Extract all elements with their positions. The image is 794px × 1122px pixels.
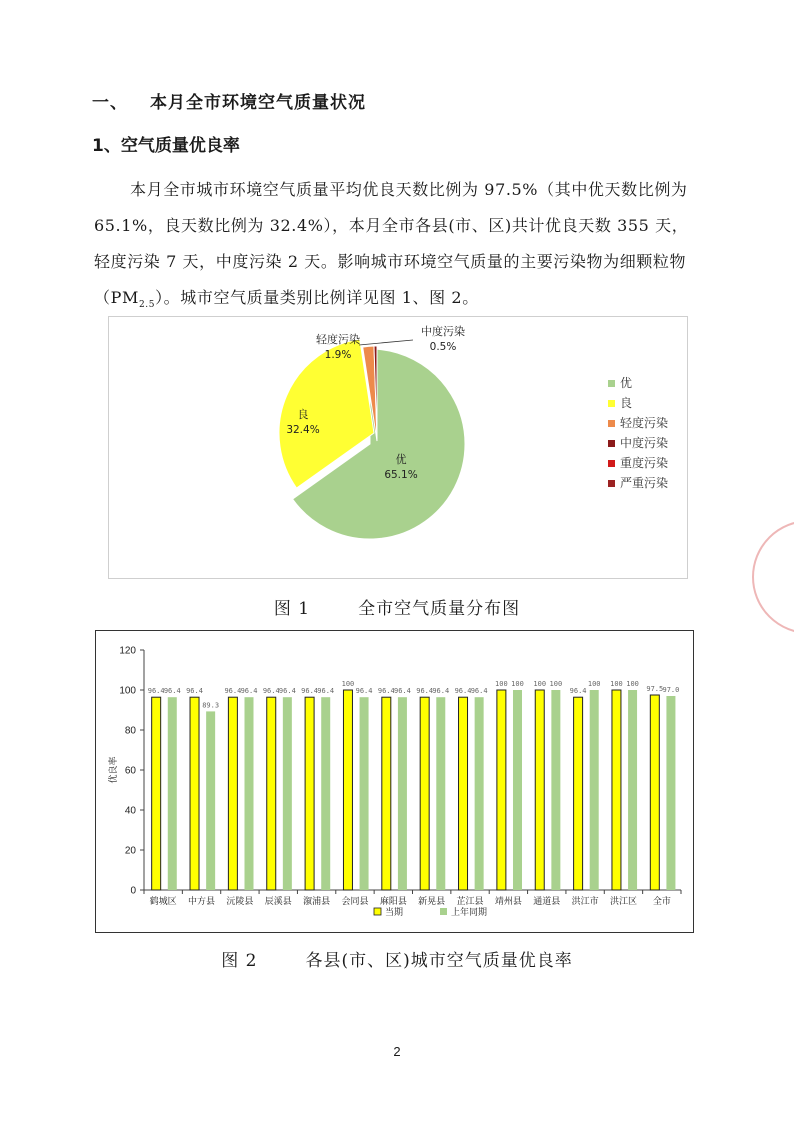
x-category-label-4: 溆浦县	[303, 897, 331, 907]
bar-current-label-3: 96.4	[262, 687, 280, 696]
bar-lastyear-5	[360, 697, 369, 890]
figure1-caption	[0, 594, 794, 619]
y-tick-label: 0	[130, 885, 136, 897]
bar-lastyear-label-8: 96.4	[470, 687, 488, 696]
bar-chart	[96, 631, 693, 932]
bar-current-12	[612, 690, 621, 890]
bar-current-2	[228, 697, 237, 890]
bar-lastyear-label-7: 96.4	[432, 687, 450, 696]
pie-label-value-2: 1.9%	[324, 349, 352, 361]
pie-label-name-1: 良	[297, 408, 309, 421]
bar-legend-label-0: 当期	[385, 908, 404, 918]
bar-lastyear-7	[436, 697, 445, 890]
bar-current-label-4: 96.4	[301, 687, 319, 696]
bar-current-7	[420, 697, 429, 890]
bar-lastyear-label-6: 96.4	[393, 687, 411, 696]
bar-lastyear-9	[513, 690, 522, 890]
section-title: 本月全市环境空气质量状况	[150, 93, 366, 113]
bar-lastyear-4	[321, 697, 330, 890]
figure2-title: 各县(市、区)城市空气质量优良率	[305, 951, 573, 971]
body-paragraph	[94, 172, 694, 323]
section-heading	[92, 88, 366, 113]
bar-current-label-6: 96.4	[377, 687, 395, 696]
y-tick-label: 120	[119, 645, 136, 657]
bar-current-5	[343, 690, 352, 890]
pie-label-value-3: 0.5%	[429, 341, 457, 353]
bar-current-13	[650, 695, 659, 890]
bar-lastyear-label-12: 100	[626, 680, 639, 688]
y-tick-label: 60	[124, 765, 136, 777]
pie-chart	[109, 317, 687, 578]
bar-lastyear-12	[628, 690, 637, 890]
y-tick-label: 20	[124, 845, 136, 857]
figure1-number: 图 1	[273, 599, 311, 619]
bar-lastyear-1	[206, 711, 215, 890]
pie-legend-label-3: 中度污染	[620, 436, 669, 450]
bar-current-label-9: 100	[495, 680, 508, 688]
bar-chart-frame	[95, 630, 694, 933]
pie-label-name-3: 中度污染	[421, 325, 465, 338]
x-category-label-7: 新晃县	[418, 897, 446, 907]
pie-legend-label-4: 重度污染	[620, 456, 669, 470]
bar-current-3	[267, 697, 276, 890]
x-category-label-8: 芷江县	[456, 897, 484, 907]
bar-current-label-10: 100	[533, 680, 547, 688]
bar-lastyear-3	[283, 697, 292, 890]
bar-current-label-1: 96.4	[186, 687, 203, 696]
bar-lastyear-label-10: 100	[549, 680, 563, 688]
x-category-label-11: 洪江市	[571, 897, 599, 907]
bar-current-label-13: 97.5	[646, 685, 664, 693]
bar-lastyear-6	[398, 697, 407, 890]
bar-lastyear-label-2: 96.4	[240, 687, 258, 696]
bar-current-label-8: 96.4	[454, 687, 472, 696]
bar-current-9	[497, 690, 506, 890]
bar-lastyear-13	[666, 696, 675, 890]
pie-legend-swatch-5	[608, 480, 615, 487]
bar-current-8	[459, 697, 468, 890]
x-category-label-13: 全市	[652, 897, 671, 907]
bar-lastyear-label-9: 100	[511, 680, 524, 688]
bar-legend-swatch-0	[374, 908, 381, 915]
bar-current-6	[382, 697, 391, 890]
x-category-label-6: 麻阳县	[379, 897, 407, 907]
subsection-heading: 1、空气质量优良率	[92, 136, 240, 156]
bar-lastyear-0	[168, 697, 177, 890]
bar-lastyear-label-11: 100	[587, 680, 601, 688]
y-axis-label: 优良率	[109, 756, 119, 784]
y-tick-label: 80	[124, 725, 136, 737]
pie-chart-frame	[108, 316, 688, 579]
pie-legend-swatch-2	[608, 420, 615, 427]
bar-current-label-5: 100	[341, 680, 355, 688]
bar-lastyear-label-3: 96.4	[278, 687, 296, 696]
bar-current-0	[152, 697, 161, 890]
pie-label-name-0: 优	[395, 453, 407, 466]
bar-current-11	[574, 697, 583, 890]
figure1-title: 全市空气质量分布图	[358, 599, 521, 619]
pie-legend-swatch-0	[608, 380, 615, 387]
pie-label-value-1: 32.4%	[286, 424, 320, 436]
pie-leader-line	[359, 340, 413, 345]
pie-label-value-0: 65.1%	[384, 469, 418, 481]
x-category-label-9: 靖州县	[494, 897, 522, 907]
pie-legend-swatch-3	[608, 440, 615, 447]
bar-current-4	[305, 697, 314, 890]
bar-lastyear-label-0: 96.4	[163, 687, 181, 696]
bar-current-label-11: 96.4	[569, 687, 587, 696]
bar-lastyear-label-13: 97.0	[662, 686, 680, 694]
bar-current-10	[535, 690, 544, 890]
page-number: 2	[393, 1044, 401, 1059]
pie-legend-label-2: 轻度污染	[620, 416, 669, 430]
bar-lastyear-label-1: 89.3	[202, 701, 220, 710]
bar-lastyear-2	[244, 697, 253, 890]
bar-lastyear-10	[551, 690, 560, 890]
pie-legend-swatch-4	[608, 460, 615, 467]
bar-legend-label-1: 上年同期	[451, 908, 488, 918]
pie-label-name-2: 轻度污染	[316, 333, 360, 346]
pie-legend-label-0: 优	[620, 376, 633, 390]
pie-legend-swatch-1	[608, 400, 615, 407]
x-category-label-5: 会同县	[341, 897, 369, 907]
bar-lastyear-label-4: 96.4	[317, 687, 335, 696]
bar-lastyear-8	[475, 697, 484, 890]
bar-current-1	[190, 697, 199, 890]
figure2-caption	[0, 946, 794, 971]
figure2-number: 图 2	[221, 951, 258, 971]
x-category-label-2: 沅陵县	[226, 897, 254, 907]
paragraph-tail: ）。城市空气质量类别比例详见图 1、图 2。	[155, 288, 479, 307]
bar-legend-swatch-1	[440, 908, 447, 915]
x-category-label-10: 通道县	[533, 897, 561, 907]
bar-current-label-2: 96.4	[224, 687, 242, 696]
y-tick-label: 40	[124, 805, 136, 817]
paragraph-text: 本月全市城市环境空气质量平均优良天数比例为 97.5%（其中优天数比例为 65.1%，良天数比例为 32.4%），本月全市各县(市、区)共计优良天数 355 天，轻度污染 7 天，中度污染 2 天。影响城市环境空气质量的主要污染物为细颗粒物（PM	[94, 180, 689, 307]
x-category-label-3: 辰溪县	[264, 897, 292, 907]
bar-current-label-12: 100	[610, 680, 623, 688]
pie-legend-label-5: 严重污染	[620, 476, 669, 490]
x-category-label-12: 洪江区	[609, 897, 637, 907]
pm-subscript: 2.5	[138, 300, 156, 311]
pie-legend-label-1: 良	[620, 396, 633, 410]
section-number: 一、	[92, 93, 128, 113]
bar-current-label-7: 96.4	[416, 687, 434, 696]
x-category-label-0: 鹤城区	[149, 897, 177, 907]
bar-current-label-0: 96.4	[147, 687, 165, 696]
x-category-label-1: 中方县	[188, 897, 216, 907]
bar-lastyear-label-5: 96.4	[355, 687, 373, 696]
bar-lastyear-11	[590, 690, 599, 890]
y-tick-label: 100	[119, 685, 136, 697]
